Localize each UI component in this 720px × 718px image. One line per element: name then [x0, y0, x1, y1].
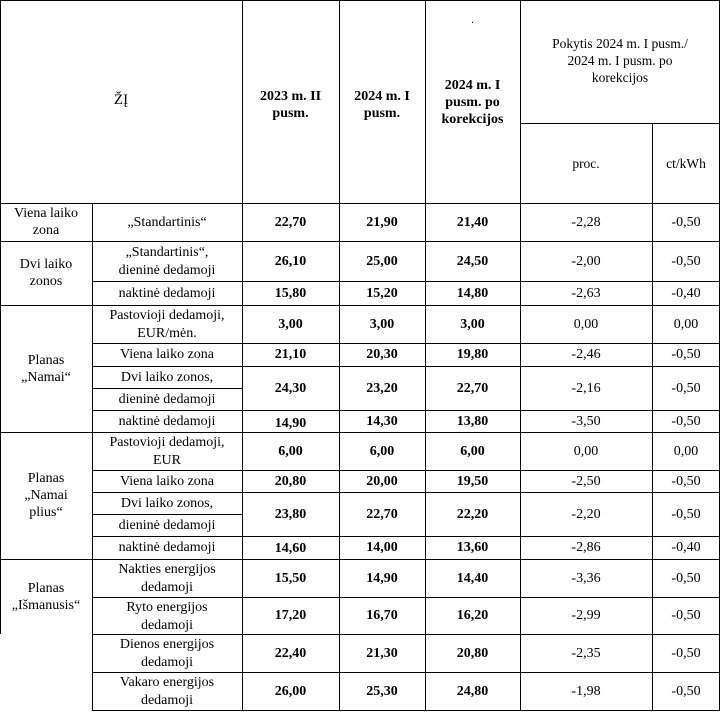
cell-2023-ii: 6,00 [278, 443, 303, 459]
cell-2023-ii: 20,80 [274, 473, 307, 489]
row-label: Viena laiko zona [119, 347, 214, 362]
cell-2024-i-corrected: 3,00 [460, 316, 485, 332]
cell-2023-ii: 24,30 [274, 380, 307, 396]
grid-line [0, 0, 720, 1]
header-change: Pokytis 2024 m. I pusm./ 2024 m. I pusm. po korekcijos [552, 35, 688, 85]
header-2024-i: 2024 m. I pusm. [354, 89, 410, 121]
cell-2024-i-corrected: 22,20 [456, 506, 489, 522]
cell-ct-kwh: 0,00 [673, 443, 699, 459]
cell-2023-ii: 26,10 [274, 253, 307, 269]
cell-ct-kwh: -0,50 [671, 347, 701, 362]
cell-2024-i: 14,90 [366, 570, 398, 586]
cell-2024-i-corrected: 13,60 [456, 540, 489, 555]
cell-proc: -2,00 [571, 253, 601, 269]
cell-2024-i: 21,90 [366, 214, 398, 230]
cell-ct-kwh: -0,50 [671, 683, 701, 699]
cell-2023-ii: 26,00 [274, 683, 307, 699]
group-viena-laiko-zona: Viena laiko zona [13, 206, 79, 238]
cell-2023-ii: 21,10 [274, 347, 307, 362]
cell-2024-i: 21,30 [366, 645, 398, 661]
cell-2023-ii: 3,00 [278, 316, 303, 332]
cell-2024-i: 14,30 [366, 413, 398, 429]
cell-ct-kwh: -0,50 [671, 506, 701, 522]
cell-2024-i-corrected: 24,80 [456, 683, 489, 699]
cell-proc: -2,16 [571, 380, 601, 396]
cell-proc: -2,28 [571, 214, 601, 230]
cell-proc: -3,50 [571, 413, 601, 429]
cell-proc: -2,63 [571, 285, 601, 301]
cell-2024-i-corrected: 14,80 [456, 285, 489, 301]
row-label-line1: Pastovioji dedamoji, [109, 308, 225, 323]
row-label-line1: Dvi laiko zonos, [120, 369, 214, 385]
cell-2024-i: 23,20 [366, 380, 398, 396]
cell-ct-kwh: -0,40 [671, 540, 701, 555]
cell-proc: -2,50 [571, 473, 601, 489]
cell-2024-i: 3,00 [369, 316, 395, 332]
row-label: naktinė dedamoji [118, 285, 216, 301]
cell-2024-i: 15,20 [366, 285, 398, 301]
row-label: naktinė dedamoji [118, 540, 216, 555]
header-ct-kwh: ct/kWh [666, 155, 706, 171]
cell-proc: -2,20 [571, 506, 601, 522]
cell-proc: 0,00 [573, 443, 599, 459]
cell-ct-kwh: 0,00 [673, 316, 699, 332]
cell-ct-kwh: -0,40 [671, 285, 701, 301]
cell-2024-i: 20,00 [366, 473, 398, 489]
row-label-line2: dedamoji [140, 655, 194, 670]
cell-proc: 0,00 [573, 316, 599, 332]
cell-ct-kwh: -0,50 [671, 608, 701, 623]
cell-2024-i: 16,70 [366, 608, 398, 623]
row-label-line1: Nakties energijos [118, 562, 216, 577]
group-dvi-laiko-zonos: Dvi laiko zonos [19, 257, 73, 289]
row-label-line2: dieninė dedamoji [118, 517, 216, 533]
header-2024-i-corrected: 2024 m. I pusm. po korekcijos [441, 77, 504, 127]
group-planas-namai: Planas „Namai“ [21, 352, 71, 385]
grid-line [92, 710, 720, 711]
cell-2024-i-corrected: 16,20 [456, 608, 489, 623]
cell-2024-i: 25,00 [366, 253, 398, 269]
cell-2024-i-corrected: 6,00 [460, 443, 485, 459]
header-zi: ŽĮ [113, 91, 129, 108]
cell-ct-kwh: -0,50 [671, 214, 701, 230]
row-label: naktinė dedamoji [118, 413, 216, 429]
cell-2023-ii: 17,20 [274, 608, 307, 623]
group-planas-ismanusis: Planas „Išmanusis“ [11, 580, 81, 613]
row-label-line2: EUR [153, 453, 181, 468]
cell-proc: -2,86 [571, 540, 601, 555]
row-label: Viena laiko zona [119, 473, 214, 489]
cell-2024-i-corrected: 20,80 [456, 645, 489, 661]
row-label-line2: dedamoji [140, 580, 194, 595]
cell-proc: -2,46 [571, 347, 601, 362]
header-dot: . [471, 14, 474, 26]
cell-proc: -2,35 [571, 645, 601, 661]
cell-2024-i-corrected: 19,80 [456, 347, 489, 362]
cell-2023-ii: 23,80 [274, 506, 307, 522]
row-label-line1: „Standartinis“, [125, 245, 209, 260]
cell-2024-i: 22,70 [366, 506, 398, 522]
cell-ct-kwh: -0,50 [671, 473, 701, 489]
row-label-line1: Pastovioji dedamoji, [109, 435, 225, 450]
cell-2023-ii: 15,50 [274, 570, 307, 586]
cell-2023-ii: 22,70 [274, 214, 307, 230]
cell-2023-ii: 14,90 [274, 415, 307, 431]
header-proc: proc. [572, 155, 600, 171]
row-label-line2: dieninė dedamoji [118, 391, 216, 407]
cell-2024-i-corrected: 19,50 [456, 473, 489, 489]
row-label: „Standartinis“ [127, 214, 207, 230]
cell-proc: -1,98 [571, 683, 601, 699]
cell-proc: -2,99 [571, 608, 601, 623]
cell-2023-ii: 14,60 [274, 541, 307, 556]
cell-2024-i: 25,30 [366, 683, 398, 699]
cell-2023-ii: 22,40 [274, 645, 307, 661]
cell-proc: -3,36 [571, 570, 601, 586]
cell-2024-i-corrected: 24,50 [456, 253, 489, 269]
row-label-line1: Dienos energijos [119, 637, 215, 652]
row-label-line2: dieninė dedamoji [118, 263, 216, 278]
row-label-line2: dedamoji [140, 618, 194, 633]
header-2023-ii: 2023 m. II pusm. [259, 89, 322, 121]
cell-ct-kwh: -0,50 [671, 413, 701, 429]
row-label-line1: Ryto energijos [126, 600, 208, 615]
row-label-line2: dedamoji [140, 693, 194, 708]
cell-2024-i-corrected: 14,40 [456, 570, 489, 586]
cell-2024-i: 20,30 [366, 347, 398, 362]
cell-ct-kwh: -0,50 [671, 645, 701, 661]
row-label-line1: Dvi laiko zonos, [120, 495, 214, 511]
cell-2024-i-corrected: 13,80 [456, 413, 489, 429]
cell-2024-i-corrected: 21,40 [456, 214, 489, 230]
group-planas-namai-plius: Planas „Namai plius“ [24, 471, 68, 520]
cell-ct-kwh: -0,50 [671, 253, 701, 269]
row-label-line2: EUR/mėn. [137, 326, 197, 341]
cell-2024-i-corrected: 22,70 [456, 380, 489, 396]
grid-line [520, 123, 720, 124]
cell-ct-kwh: -0,50 [671, 570, 701, 586]
cell-2023-ii: 15,80 [274, 285, 307, 301]
cell-2024-i: 6,00 [369, 443, 395, 459]
cell-ct-kwh: -0,50 [671, 380, 701, 396]
row-label-line1: Vakaro energijos [119, 675, 215, 690]
cell-2024-i: 14,00 [366, 540, 398, 555]
